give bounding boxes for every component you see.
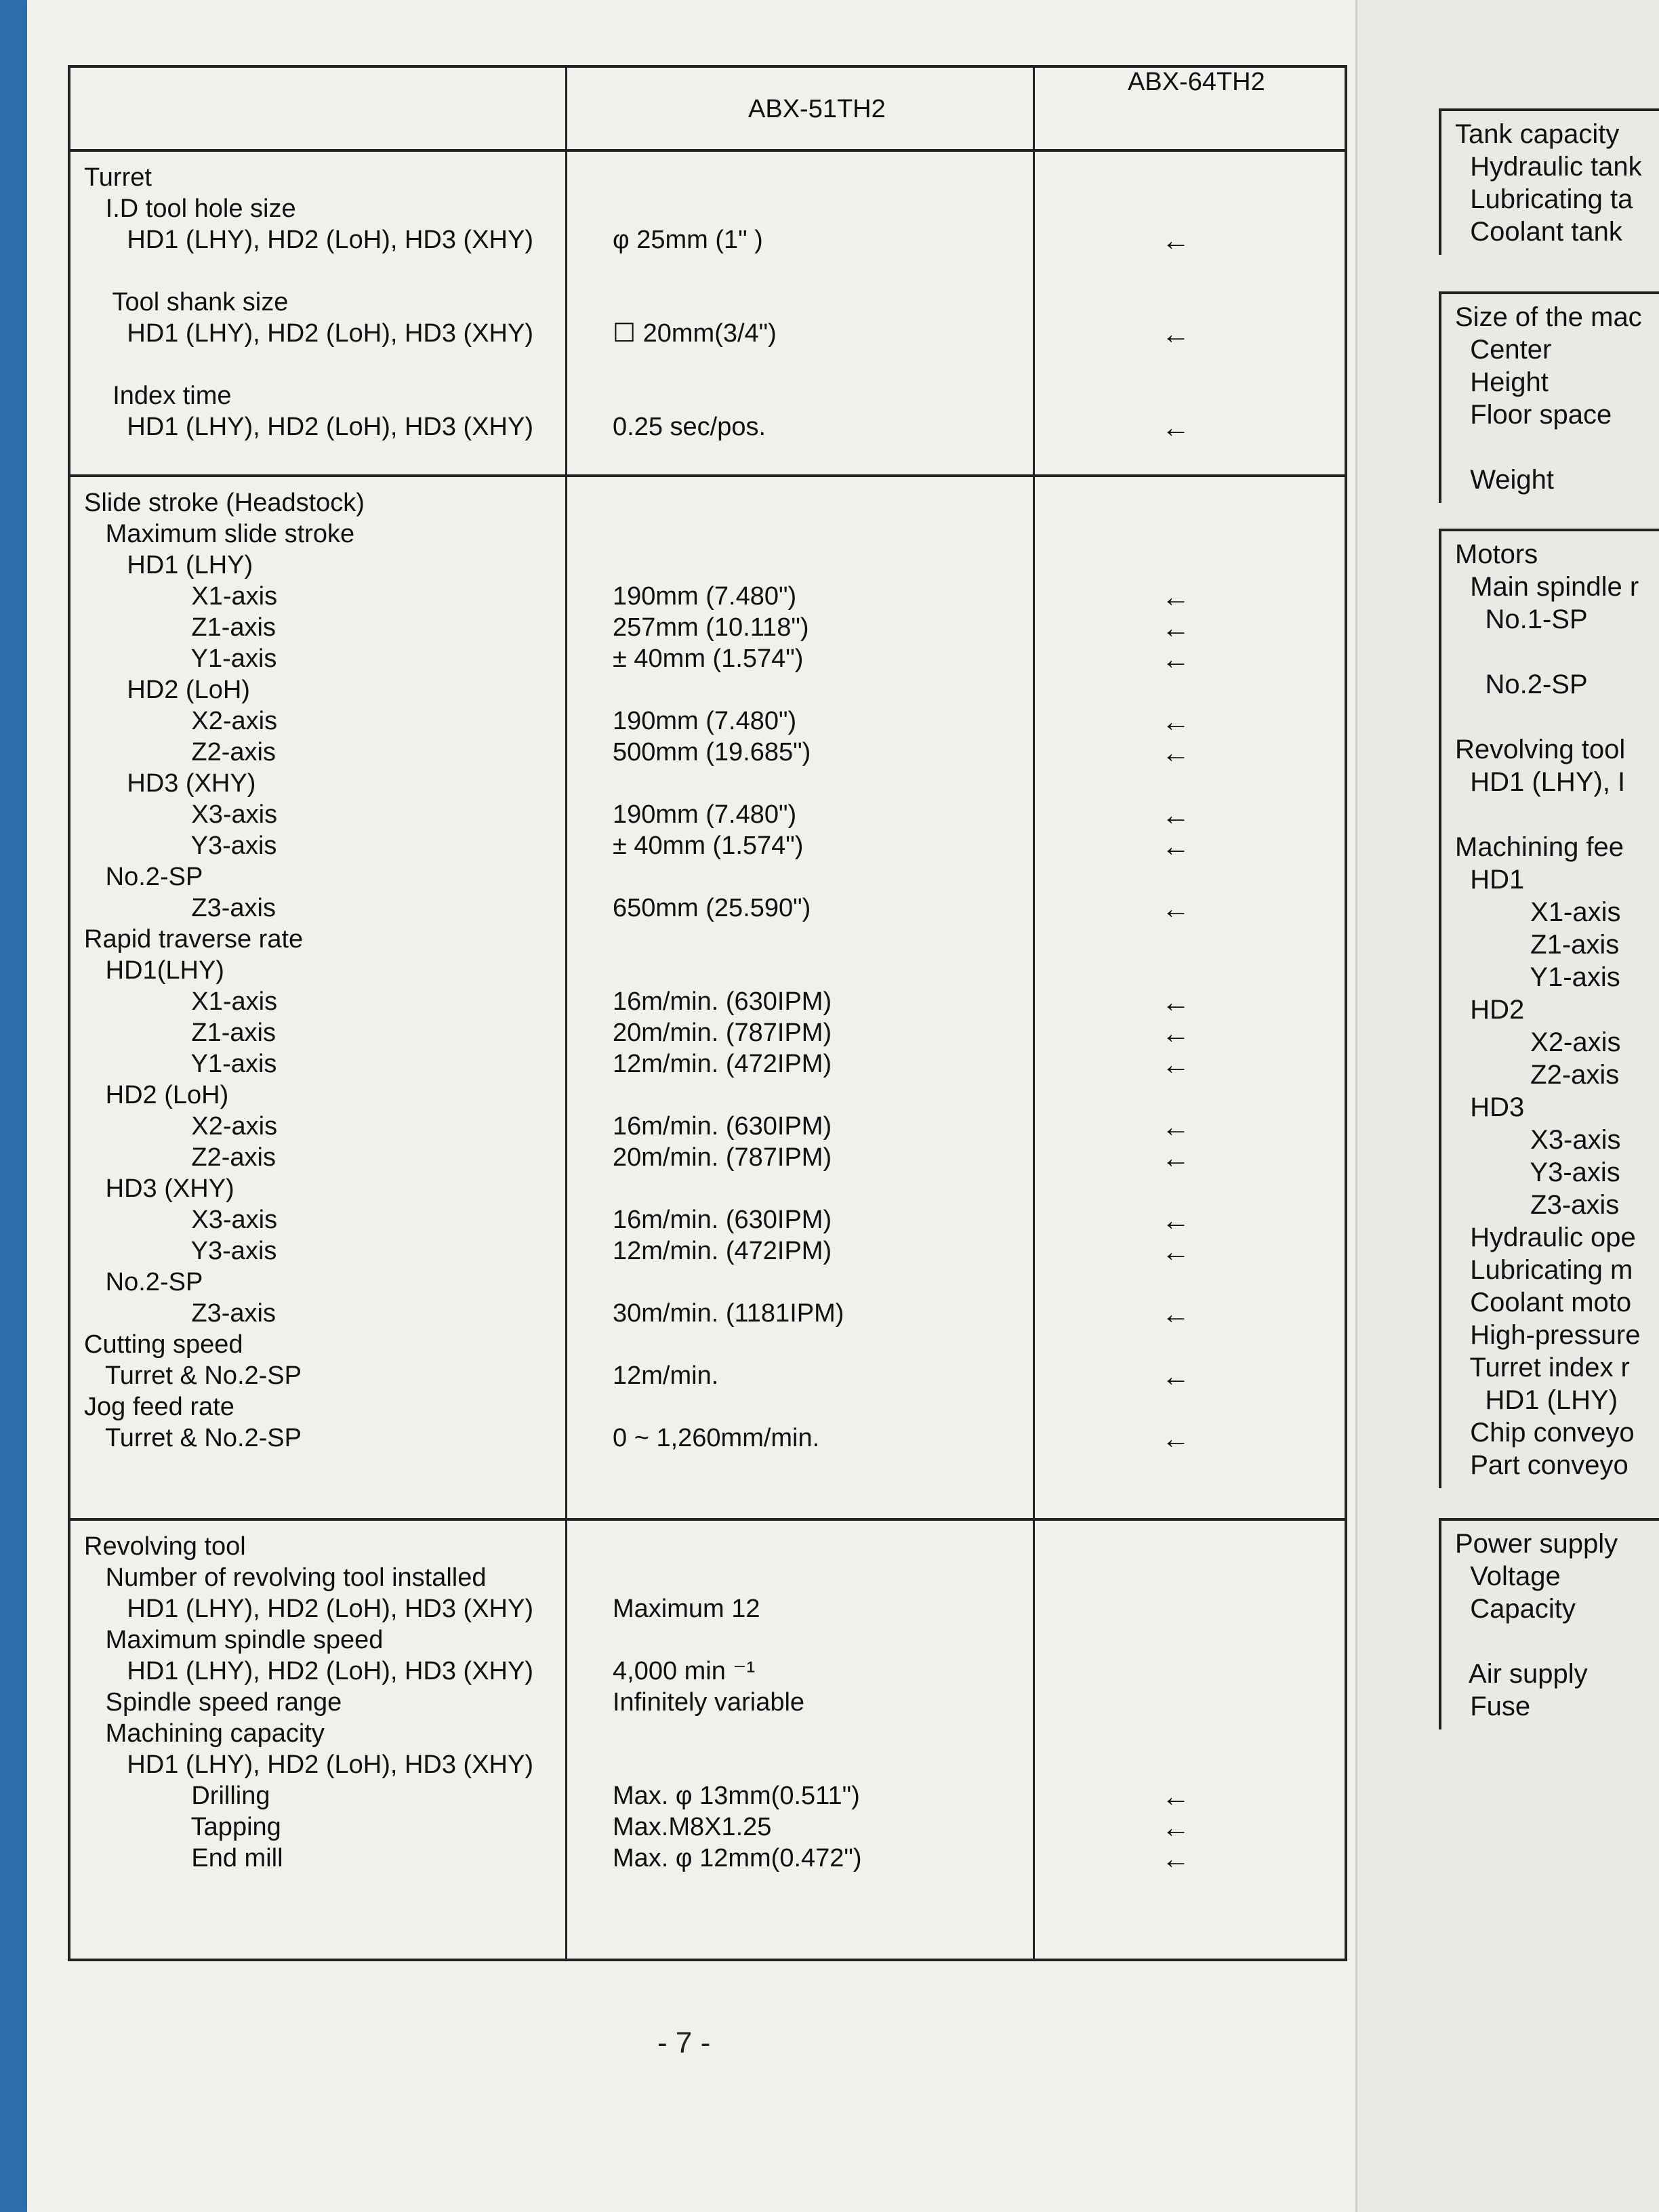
right-block-motors <box>1439 529 1659 1488</box>
spec-label: Number of revolving tool installed <box>84 1563 487 1592</box>
spec-label: Drilling <box>84 1782 270 1810</box>
same-as-left-arrow-icon: ← <box>1162 705 1190 737</box>
spec-label: Maximum spindle speed <box>84 1626 384 1654</box>
same-as-left-arrow-icon: ← <box>1162 893 1190 924</box>
spec-label: HD1 (LHY), HD2 (LoH), HD3 (XHY) <box>84 1750 533 1779</box>
same-as-left-arrow-icon: ← <box>1162 1780 1190 1812</box>
spec-label: Y1-axis <box>84 644 277 673</box>
spec-label: Index time <box>84 382 232 410</box>
same-as-left-arrow-icon: ← <box>1162 1142 1190 1174</box>
value-abx-51th2: 30m/min. (1181IPM) <box>613 1299 844 1328</box>
spec-label: HD1 (LHY) <box>84 551 253 579</box>
spec-label: HD2 (LoH) <box>84 1081 229 1109</box>
spec-label: Rapid traverse rate <box>84 925 304 954</box>
same-as-left-arrow-icon: ← <box>1162 411 1190 443</box>
value-abx-51th2: 190mm (7.480") <box>613 800 797 829</box>
value-abx-51th2: Maximum 12 <box>613 1595 760 1623</box>
spec-label: HD3 (XHY) <box>84 769 256 798</box>
value-abx-51th2: Infinitely variable <box>613 1688 805 1717</box>
value-abx-51th2: 16m/min. (630IPM) <box>613 1112 832 1141</box>
spec-label: Turret & No.2-SP <box>84 1361 302 1390</box>
spec-label: HD1 (LHY), HD2 (LoH), HD3 (XHY) <box>84 226 533 254</box>
value-abx-51th2: 500mm (19.685") <box>613 738 811 766</box>
spec-label: HD1 (LHY), HD2 (LoH), HD3 (XHY) <box>84 413 533 441</box>
same-as-left-arrow-icon: ← <box>1162 1843 1190 1875</box>
spec-label: Tool shank size <box>84 288 289 316</box>
same-as-left-arrow-icon: ← <box>1162 986 1190 1018</box>
spec-label: Maximum slide stroke <box>84 520 355 548</box>
same-as-left-arrow-icon: ← <box>1162 1811 1190 1843</box>
spec-label: Spindle speed range <box>84 1688 342 1717</box>
spec-label: Z1-axis <box>84 1019 276 1047</box>
same-as-left-arrow-icon: ← <box>1162 1235 1190 1267</box>
same-as-left-arrow-icon: ← <box>1162 1204 1190 1236</box>
spec-label: Z2-axis <box>84 1143 276 1172</box>
value-abx-51th2: 190mm (7.480") <box>613 582 797 611</box>
same-as-left-arrow-icon: ← <box>1162 1422 1190 1454</box>
spec-label: Y3-axis <box>84 832 277 860</box>
spec-label: Z1-axis <box>84 613 276 642</box>
spec-label: Cutting speed <box>84 1330 243 1359</box>
section-divider <box>70 474 1345 477</box>
value-abx-51th2: 650mm (25.590") <box>613 894 811 922</box>
right-block-power <box>1439 1518 1659 1729</box>
column-divider-1 <box>565 68 567 1959</box>
same-as-left-arrow-icon: ← <box>1162 1360 1190 1392</box>
spec-label: HD1(LHY) <box>84 956 224 985</box>
spec-label: HD1 (LHY), HD2 (LoH), HD3 (XHY) <box>84 319 533 348</box>
column-header-abx-64th2: ABX-64TH2 <box>1128 68 1265 96</box>
motors-labels: Motors Main spindle r No.1-SP No.2-SP Revolving tool HD1 (LHY), I Machining fee HD1 X1-axis Z1-axis Y1-axis HD2 X2-axis Z2-axis HD3 X3-axis Y3-axis Z3-axis Hydraulic ope Lubricating m Coolant moto High-pressure Turret index r HD1 (LHY) Chip conveyo Part conveyo <box>1455 539 1641 1480</box>
spec-label: Jog feed rate <box>84 1393 234 1421</box>
value-abx-51th2: 12m/min. (472IPM) <box>613 1050 832 1078</box>
spec-label: Tapping <box>84 1813 281 1841</box>
spec-label: Z3-axis <box>84 1299 276 1328</box>
right-block-tank <box>1439 108 1659 255</box>
value-abx-51th2: 12m/min. <box>613 1361 719 1390</box>
spec-label: X1-axis <box>84 987 278 1016</box>
value-abx-51th2: 190mm (7.480") <box>613 707 797 735</box>
spec-label: HD3 (XHY) <box>84 1174 234 1203</box>
spec-label: Slide stroke (Headstock) <box>84 489 365 517</box>
tank-capacity-labels: Tank capacity Hydraulic tank Lubricating ta Coolant tank <box>1455 119 1642 247</box>
value-abx-51th2: Max. φ 13mm(0.511") <box>613 1782 860 1810</box>
spec-label: X1-axis <box>84 582 278 611</box>
column-header-abx-51th2: ABX-51TH2 <box>748 95 886 123</box>
same-as-left-arrow-icon: ← <box>1162 318 1190 350</box>
same-as-left-arrow-icon: ← <box>1162 1017 1190 1049</box>
spec-label: Z3-axis <box>84 894 276 922</box>
same-as-left-arrow-icon: ← <box>1162 581 1190 613</box>
spec-label: HD1 (LHY), HD2 (LoH), HD3 (XHY) <box>84 1657 533 1685</box>
same-as-left-arrow-icon: ← <box>1162 830 1190 862</box>
section-divider <box>70 1518 1345 1521</box>
header-divider <box>70 149 1345 152</box>
same-as-left-arrow-icon: ← <box>1162 1048 1190 1080</box>
spec-label: No.2-SP <box>84 863 203 891</box>
value-abx-51th2: ± 40mm (1.574") <box>613 644 804 673</box>
spec-label: End mill <box>84 1844 283 1872</box>
spec-label: No.2-SP <box>84 1268 203 1296</box>
same-as-left-arrow-icon: ← <box>1162 799 1190 831</box>
right-block-size <box>1439 291 1659 503</box>
spec-label: X3-axis <box>84 1206 278 1234</box>
value-abx-51th2: φ 25mm (1" ) <box>613 226 763 254</box>
spec-label: Turret & No.2-SP <box>84 1424 302 1452</box>
value-abx-51th2: 0 ~ 1,260mm/min. <box>613 1424 820 1452</box>
spec-label: X3-axis <box>84 800 278 829</box>
spec-label: Y3-axis <box>84 1237 277 1265</box>
value-abx-51th2: Max. φ 12mm(0.472") <box>613 1844 862 1872</box>
value-abx-51th2: 12m/min. (472IPM) <box>613 1237 832 1265</box>
same-as-left-arrow-icon: ← <box>1162 1111 1190 1143</box>
value-abx-51th2: 16m/min. (630IPM) <box>613 1206 832 1234</box>
value-abx-51th2: 4,000 min ⁻¹ <box>613 1657 756 1685</box>
machine-size-labels: Size of the mac Center Height Floor space Weight <box>1455 302 1642 495</box>
power-supply-labels: Power supply Voltage Capacity Air supply Fuse <box>1455 1529 1618 1721</box>
value-abx-51th2: 0.25 sec/pos. <box>613 413 766 441</box>
spec-label: HD2 (LoH) <box>84 676 250 704</box>
spec-label: Y1-axis <box>84 1050 277 1078</box>
spec-label: I.D tool hole size <box>84 194 296 223</box>
spec-label: Revolving tool <box>84 1532 246 1561</box>
spec-label: Machining capacity <box>84 1719 325 1748</box>
spec-label: X2-axis <box>84 707 278 735</box>
spec-label: X2-axis <box>84 1112 278 1141</box>
same-as-left-arrow-icon: ← <box>1162 1298 1190 1330</box>
value-abx-51th2: Max.M8X1.25 <box>613 1813 772 1841</box>
spec-label: HD1 (LHY), HD2 (LoH), HD3 (XHY) <box>84 1595 533 1623</box>
column-divider-2 <box>1033 68 1035 1959</box>
same-as-left-arrow-icon: ← <box>1162 643 1190 675</box>
same-as-left-arrow-icon: ← <box>1162 612 1190 644</box>
value-abx-51th2: ☐ 20mm(3/4") <box>613 319 777 348</box>
spec-table <box>68 65 1347 1961</box>
value-abx-51th2: 16m/min. (630IPM) <box>613 987 832 1016</box>
value-abx-51th2: 20m/min. (787IPM) <box>613 1019 832 1047</box>
spec-label: Turret <box>84 163 152 192</box>
manual-page <box>27 0 1355 2212</box>
value-abx-51th2: 20m/min. (787IPM) <box>613 1143 832 1172</box>
value-abx-51th2: 257mm (10.118") <box>613 613 809 642</box>
value-abx-51th2: ± 40mm (1.574") <box>613 832 804 860</box>
same-as-left-arrow-icon: ← <box>1162 224 1190 256</box>
next-page-partial <box>1355 0 1659 2212</box>
page-number: - 7 - <box>657 2026 711 2060</box>
same-as-left-arrow-icon: ← <box>1162 737 1190 769</box>
spec-label: Z2-axis <box>84 738 276 766</box>
